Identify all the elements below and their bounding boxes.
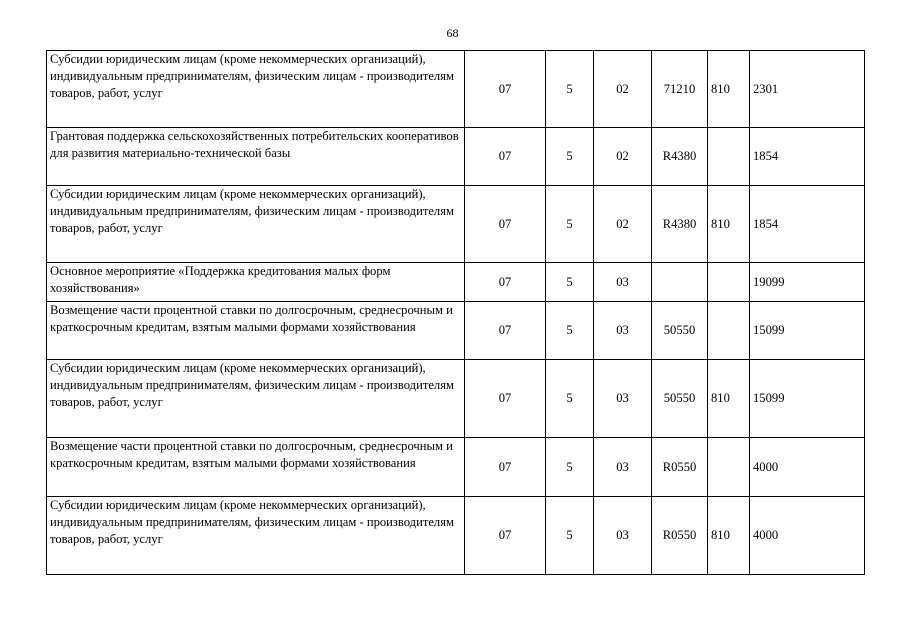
subprogram-code: 03 bbox=[594, 263, 652, 302]
program-code: 5 bbox=[546, 360, 594, 438]
table-row bbox=[47, 263, 865, 302]
expense-type-code: 810 bbox=[708, 497, 750, 575]
expense-type-code bbox=[708, 263, 750, 302]
section-code: 07 bbox=[465, 302, 546, 360]
amount: 15099 bbox=[750, 302, 865, 360]
row-description: Возмещение части процентной ставки по долгосрочным, среднесрочным и краткосрочным кредитам, взятым малыми формами хозяйствования bbox=[47, 438, 465, 497]
row-description: Возмещение части процентной ставки по долгосрочным, среднесрочным и краткосрочным кредитам, взятым малыми формами хозяйствования bbox=[47, 302, 465, 360]
section-code: 07 bbox=[465, 497, 546, 575]
amount: 15099 bbox=[750, 360, 865, 438]
row-description: Субсидии юридическим лицам (кроме некоммерческих организаций), индивидуальным предпринимателям, физическим лицам - производителям товаров, работ, услуг bbox=[47, 360, 465, 438]
subprogram-code: 03 bbox=[594, 438, 652, 497]
program-code: 5 bbox=[546, 51, 594, 128]
program-code: 5 bbox=[546, 263, 594, 302]
table-row bbox=[47, 302, 865, 360]
direction-code: 71210 bbox=[652, 51, 708, 128]
row-description: Субсидии юридическим лицам (кроме некоммерческих организаций), индивидуальным предпринимателям, физическим лицам - производителям товаров, работ, услуг bbox=[47, 186, 465, 263]
direction-code: R0550 bbox=[652, 497, 708, 575]
row-description: Основное мероприятие «Поддержка кредитования малых форм хозяйствования» bbox=[47, 263, 465, 302]
section-code: 07 bbox=[465, 263, 546, 302]
amount: 1854 bbox=[750, 186, 865, 263]
subprogram-code: 03 bbox=[594, 302, 652, 360]
page-number: 68 bbox=[446, 26, 459, 40]
expense-type-code: 810 bbox=[708, 360, 750, 438]
direction-code: R4380 bbox=[652, 186, 708, 263]
table-row bbox=[47, 51, 865, 128]
direction-code bbox=[652, 263, 708, 302]
section-code: 07 bbox=[465, 51, 546, 128]
section-code: 07 bbox=[465, 438, 546, 497]
table-row bbox=[47, 128, 865, 186]
direction-code: R4380 bbox=[652, 128, 708, 186]
section-code: 07 bbox=[465, 186, 546, 263]
direction-code: R0550 bbox=[652, 438, 708, 497]
program-code: 5 bbox=[546, 438, 594, 497]
table-row bbox=[47, 497, 865, 575]
table-row bbox=[47, 360, 865, 438]
direction-code: 50550 bbox=[652, 360, 708, 438]
row-description: Субсидии юридическим лицам (кроме некоммерческих организаций), индивидуальным предпринимателям, физическим лицам - производителям товаров, работ, услуг bbox=[47, 51, 465, 128]
amount: 1854 bbox=[750, 128, 865, 186]
program-code: 5 bbox=[546, 302, 594, 360]
subprogram-code: 02 bbox=[594, 51, 652, 128]
budget-table bbox=[46, 50, 865, 575]
section-code: 07 bbox=[465, 128, 546, 186]
table-row bbox=[47, 438, 865, 497]
program-code: 5 bbox=[546, 128, 594, 186]
subprogram-code: 02 bbox=[594, 186, 652, 263]
section-code: 07 bbox=[465, 360, 546, 438]
program-code: 5 bbox=[546, 497, 594, 575]
amount: 2301 bbox=[750, 51, 865, 128]
expense-type-code bbox=[708, 302, 750, 360]
expense-type-code bbox=[708, 128, 750, 186]
expense-type-code: 810 bbox=[708, 51, 750, 128]
expense-type-code bbox=[708, 438, 750, 497]
row-description: Субсидии юридическим лицам (кроме некоммерческих организаций), индивидуальным предпринимателям, физическим лицам - производителям товаров, работ, услуг bbox=[47, 497, 465, 575]
amount: 4000 bbox=[750, 438, 865, 497]
subprogram-code: 03 bbox=[594, 360, 652, 438]
program-code: 5 bbox=[546, 186, 594, 263]
amount: 4000 bbox=[750, 497, 865, 575]
subprogram-code: 02 bbox=[594, 128, 652, 186]
table-row bbox=[47, 186, 865, 263]
subprogram-code: 03 bbox=[594, 497, 652, 575]
direction-code: 50550 bbox=[652, 302, 708, 360]
row-description: Грантовая поддержка сельскохозяйственных потребительских кооперативов для развития материально-технической базы bbox=[47, 128, 465, 186]
expense-type-code: 810 bbox=[708, 186, 750, 263]
amount: 19099 bbox=[750, 263, 865, 302]
